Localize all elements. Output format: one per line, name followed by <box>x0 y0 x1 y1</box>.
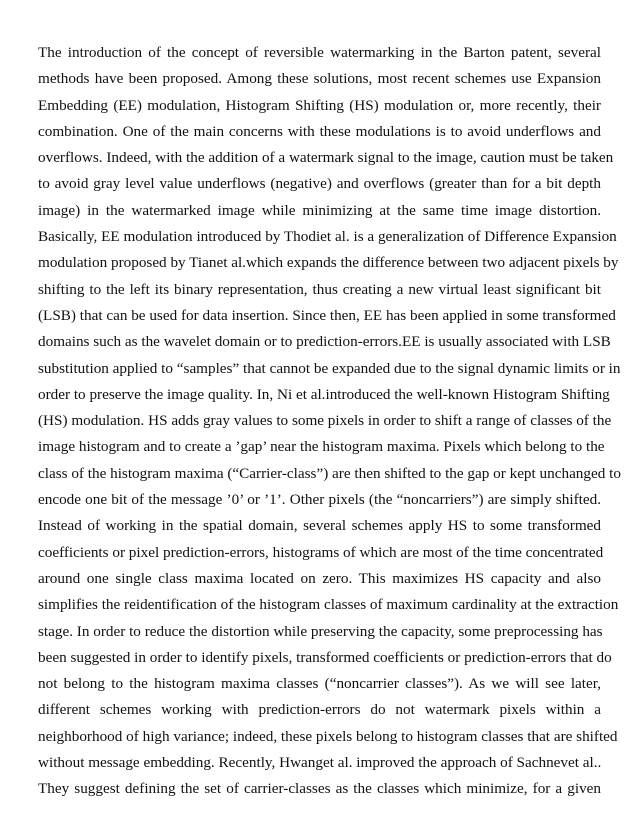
text-line: methods have been proposed. Among these solutions, most recent schemes use Expansion <box>38 70 601 88</box>
text-line: Embedding (EE) modulation, Histogram Shifting (HS) modulation or, more recently, their <box>38 96 601 114</box>
text-line: different schemes working with prediction-errors do not watermark pixels within a <box>38 701 601 719</box>
text-line: not belong to the histogram maxima classes (“noncarrier classes”). As we will see later, <box>38 675 601 693</box>
text-line: encode one bit of the message ’0’ or ’1’. Other pixels (the “noncarriers”) are simply shifted. <box>38 491 601 509</box>
text-line: substitution applied to “samples” that cannot be expanded due to the signal dynamic limits or in <box>38 359 621 377</box>
text-line: Instead of working in the spatial domain, several schemes apply HS to some transformed <box>38 517 601 535</box>
text-line: without message embedding. Recently, Hwanget al. improved the approach of Sachnevet al.. <box>38 754 602 772</box>
text-line: Basically, EE modulation introduced by Thodiet al. is a generalization of Difference Expansion <box>38 228 617 246</box>
text-line: coefficients or pixel prediction-errors, histograms of which are most of the time concentrated <box>38 543 604 561</box>
text-line: simplifies the reidentification of the histogram classes of maximum cardinality at the extraction <box>38 596 619 614</box>
text-line: overflows. Indeed, with the addition of a watermark signal to the image, caution must be taken <box>38 149 614 167</box>
text-line: image histogram and to create a ’gap’ near the histogram maxima. Pixels which belong to the <box>38 438 605 456</box>
text-line: to avoid gray level value underflows (negative) and overflows (greater than for a bit depth <box>38 175 601 193</box>
text-line: image) in the watermarked image while minimizing at the same time image distortion. <box>38 201 601 219</box>
text-line: combination. One of the main concerns with these modulations is to avoid underflows and <box>38 122 601 140</box>
text-line: The introduction of the concept of reversible watermarking in the Barton patent, several <box>38 44 601 61</box>
text-line: class of the histogram maxima (“Carrier-class”) are then shifted to the gap or kept unchanged to <box>38 464 621 482</box>
text-line: domains such as the wavelet domain or to prediction-errors.EE is usually associated with LSB <box>38 333 611 351</box>
text-line: shifting to the left its binary representation, thus creating a new virtual least significant bit <box>38 280 601 298</box>
document-page <box>38 40 621 803</box>
text-line: around one single class maxima located on zero. This maximizes HS capacity and also <box>38 569 601 587</box>
body-paragraph <box>38 40 621 803</box>
text-line: They suggest defining the set of carrier-classes as the classes which minimize, for a given <box>38 780 601 798</box>
text-line: (LSB) that can be used for data insertion. Since then, EE has been applied in some transformed <box>38 306 616 324</box>
text-line: been suggested in order to identify pixels, transformed coefficients or prediction-errors that do <box>38 648 612 666</box>
text-line: order to preserve the image quality. In, Ni et al.introduced the well-known Histogram Shifting <box>38 385 610 403</box>
text-line: neighborhood of high variance; indeed, these pixels belong to histogram classes that are shifted <box>38 727 618 745</box>
text-line: modulation proposed by Tianet al.which expands the difference between two adjacent pixels by <box>38 254 619 272</box>
text-line: (HS) modulation. HS adds gray values to some pixels in order to shift a range of classes of the <box>38 412 612 430</box>
text-line: stage. In order to reduce the distortion while preserving the capacity, some preprocessing has <box>38 622 603 640</box>
